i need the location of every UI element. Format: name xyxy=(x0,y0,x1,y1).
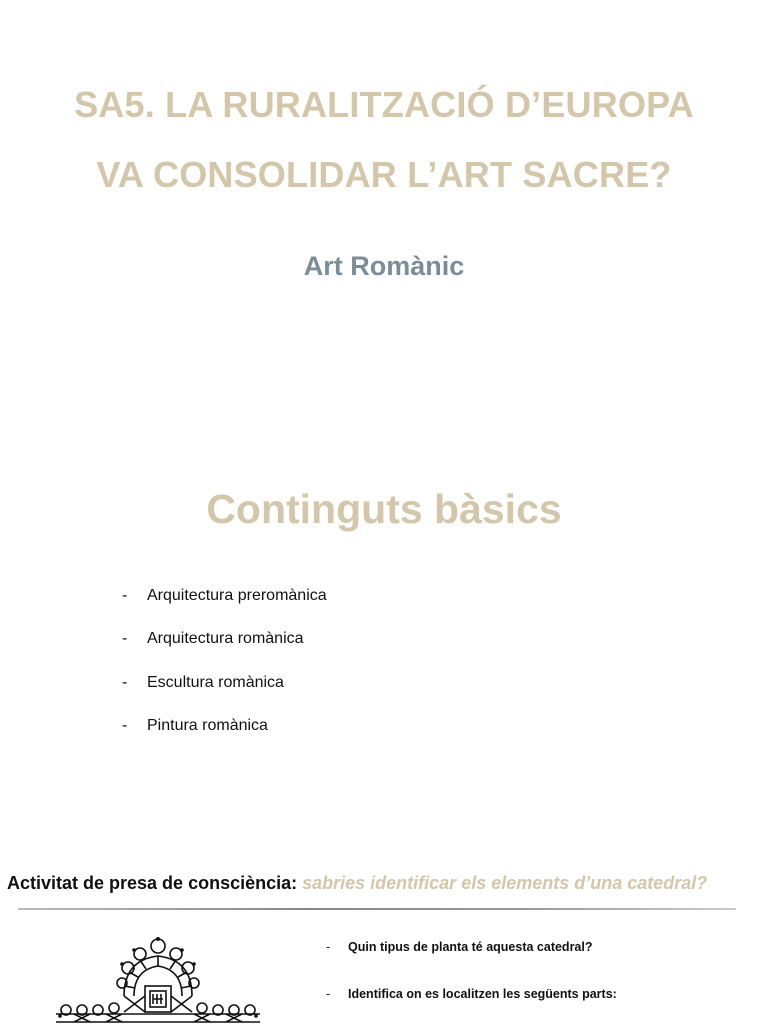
list-dash: - xyxy=(326,987,331,1001)
section-heading: Continguts bàsics xyxy=(206,486,562,532)
divider xyxy=(18,908,736,910)
list-item-label: Arquitectura preromànica xyxy=(147,587,327,604)
task-item xyxy=(326,987,617,1001)
list-dash: - xyxy=(122,587,128,604)
list-dash: - xyxy=(122,674,128,691)
task-item xyxy=(326,940,593,954)
list-dash: - xyxy=(122,717,128,734)
list-item xyxy=(122,717,268,735)
list-item-label: Escultura romànica xyxy=(147,674,284,691)
list-item xyxy=(122,674,284,692)
task-item-label: Quin tipus de planta té aquesta catedral? xyxy=(348,940,593,954)
activity-heading xyxy=(7,873,707,894)
list-item-label: Pintura romànica xyxy=(147,717,268,734)
list-dash: - xyxy=(326,940,331,954)
page-title-line-2: VA CONSOLIDAR L’ART SACRE? xyxy=(96,154,672,195)
list-item-label: Arquitectura romànica xyxy=(147,630,304,647)
list-item xyxy=(122,630,304,648)
page-title-line-1: SA5. LA RURALITZACIÓ D’EUROPA xyxy=(74,84,694,125)
cathedral-floor-plan-image xyxy=(52,936,264,1024)
activity-question: sabries identificar els elements d’una catedral? xyxy=(302,873,708,893)
task-item-label: Identifica on es localitzen les següents parts: xyxy=(348,987,617,1001)
activity-lead: Activitat de presa de consciència: xyxy=(7,873,298,893)
list-item xyxy=(122,587,327,605)
page-subtitle: Art Romànic xyxy=(303,251,465,281)
list-dash: - xyxy=(122,630,128,647)
